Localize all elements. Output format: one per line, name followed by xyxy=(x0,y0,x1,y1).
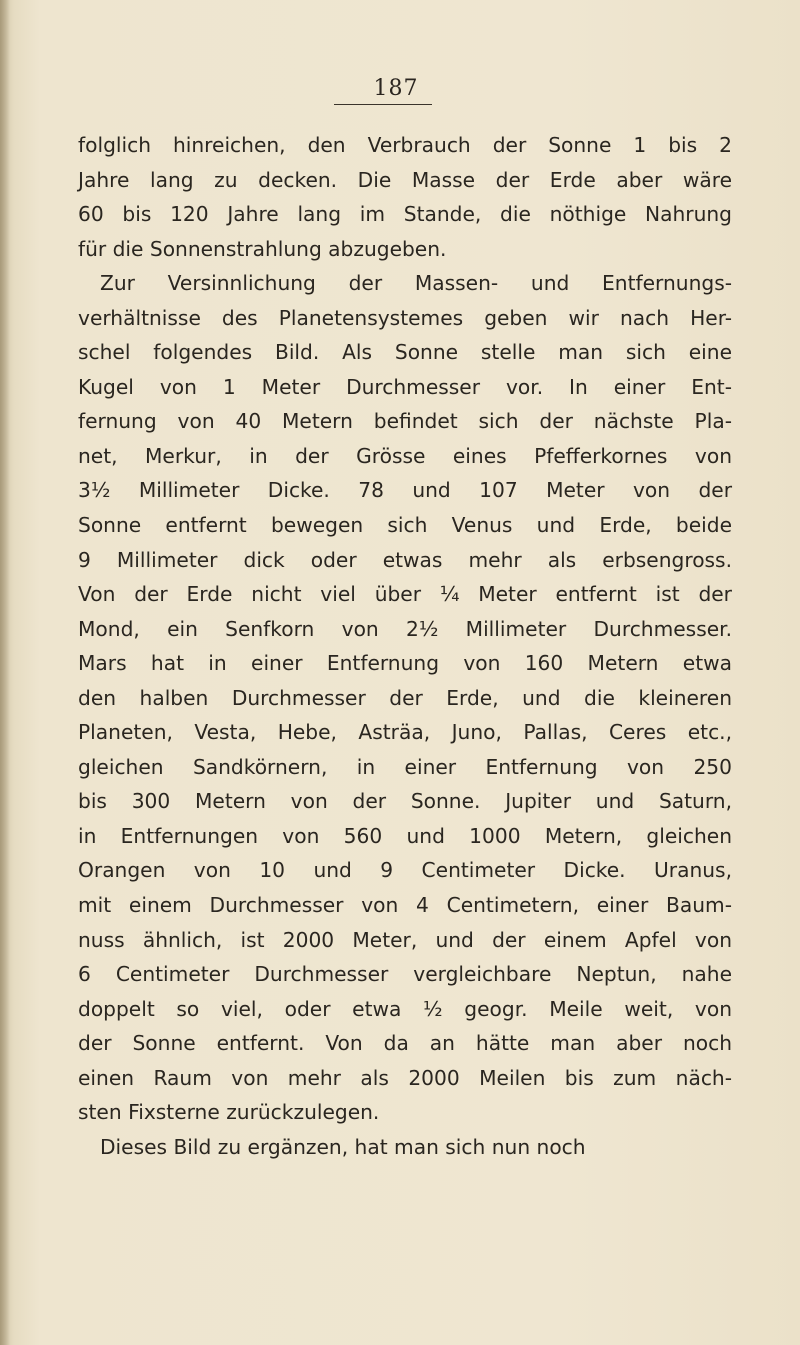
text-line: sten Fixsterne zurückzulegen. xyxy=(78,1100,380,1125)
text-line: Sonne entfernt bewegen sich Venus und Erde, beide xyxy=(78,513,732,538)
text-line: den halben Durchmesser der Erde, und die kleineren xyxy=(78,685,732,710)
text-line: Von der Erde nicht viel über ¼ Meter entfernt ist der xyxy=(78,582,732,607)
text-line: gleichen Sandkörnern, in einer Entfernung von 250 xyxy=(78,754,732,779)
spine-shadow xyxy=(0,0,10,1345)
text-line: einen Raum von mehr als 2000 Meilen bis zum näch- xyxy=(78,1065,732,1090)
text-line: bis 300 Metern von der Sonne. Jupiter und Saturn, xyxy=(78,789,732,814)
text-line: doppelt so viel, oder etwa ½ geogr. Meile weit, von xyxy=(78,996,732,1021)
text-line: Dieses Bild zu ergänzen, hat man sich nun noch xyxy=(100,1134,586,1159)
text-line: Orangen von 10 und 9 Centimeter Dicke. Uranus, xyxy=(78,858,732,883)
text-line: 3½ Millimeter Dicke. 78 und 107 Meter von der xyxy=(78,478,732,503)
text-line: net, Merkur, in der Grösse eines Pfefferkornes von xyxy=(78,443,732,468)
text-line: in Entfernungen von 560 und 1000 Metern, gleichen xyxy=(78,823,732,848)
text-line: Mond, ein Senfkorn von 2½ Millimeter Durchmesser. xyxy=(78,616,732,641)
text-line: folglich hinreichen, den Verbrauch der Sonne 1 bis 2 xyxy=(78,133,732,157)
text-line: Planeten, Vesta, Hebe, Asträa, Juno, Pallas, Ceres etc., xyxy=(78,720,732,745)
text-line: 6 Centimeter Durchmesser vergleichbare Neptun, nahe xyxy=(78,962,732,987)
page-number: 187 xyxy=(373,76,419,101)
header-rule xyxy=(334,104,432,105)
text-line: schel folgendes Bild. Als Sonne stelle man sich eine xyxy=(78,340,732,365)
text-line: fernung von 40 Metern befindet sich der nächste Pla- xyxy=(78,409,732,434)
body-text xyxy=(78,128,732,1164)
text-line: nuss ähnlich, ist 2000 Meter, und der einem Apfel von xyxy=(78,927,732,952)
text-line: 60 bis 120 Jahre lang im Stande, die nöthige Nahrung xyxy=(78,202,732,227)
text-line: der Sonne entfernt. Von da an hätte man aber noch xyxy=(78,1031,732,1056)
text-line: Jahre lang zu decken. Die Masse der Erde aber wäre xyxy=(78,167,732,192)
text-line: Kugel von 1 Meter Durchmesser vor. In einer Ent- xyxy=(78,374,732,399)
text-line: mit einem Durchmesser von 4 Centimetern, einer Baum- xyxy=(78,893,732,918)
text-line: für die Sonnenstrahlung abzugeben. xyxy=(78,236,447,261)
text-line: verhältnisse des Planetensystemes geben wir nach Her- xyxy=(78,305,732,330)
text-line: 9 Millimeter dick oder etwas mehr als erbsengross. xyxy=(78,547,732,572)
text-line: Zur Versinnlichung der Massen- und Entfernungs- xyxy=(100,271,732,296)
text-line: Mars hat in einer Entfernung von 160 Metern etwa xyxy=(78,651,732,676)
